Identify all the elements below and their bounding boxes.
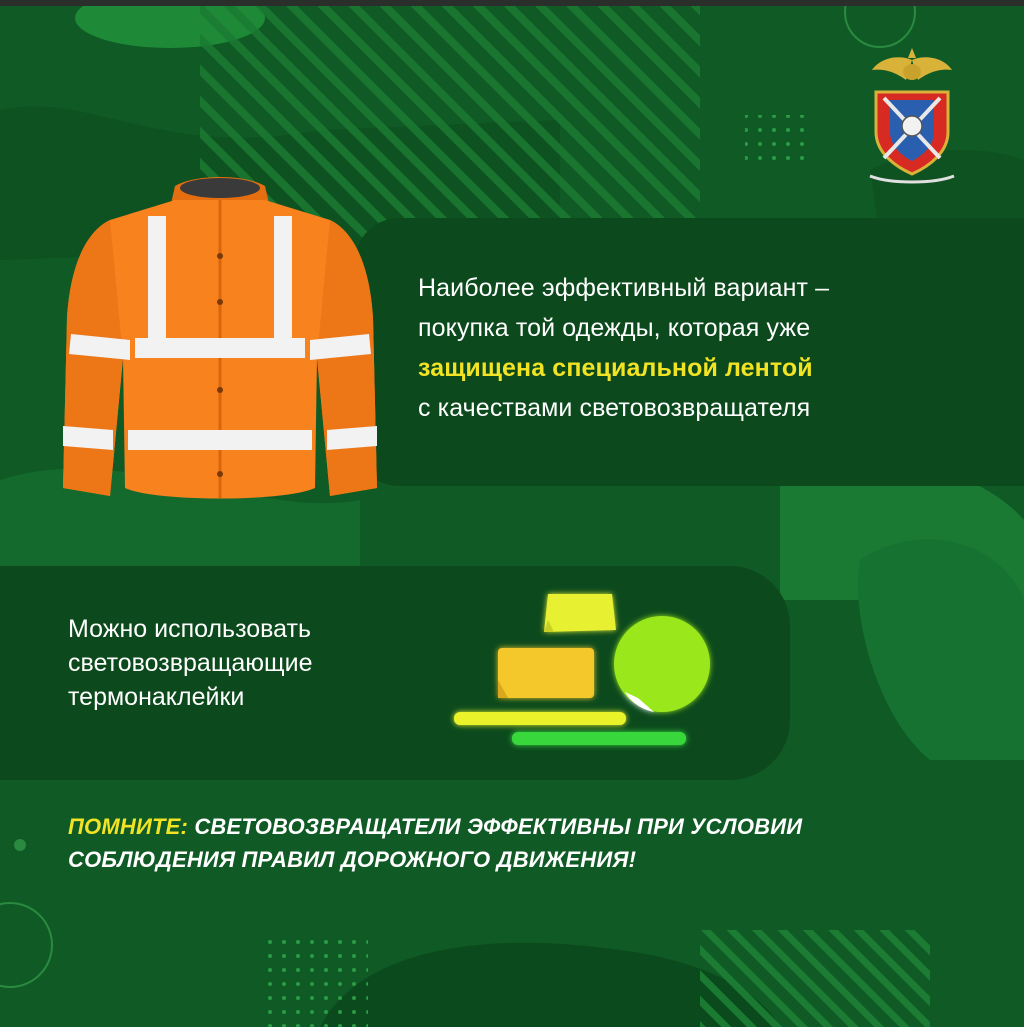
police-emblem-icon — [860, 40, 965, 190]
sticker-text-block — [68, 612, 448, 714]
sticker-line-1: Можно использовать — [68, 615, 311, 643]
info-line-1: Наиболее эффективный вариант – — [418, 274, 830, 302]
reflective-stickers-icon — [440, 580, 730, 755]
reminder-line-2: СОБЛЮДЕНИЯ ПРАВИЛ ДОРОЖНОГО ДВИЖЕНИЯ! — [68, 847, 637, 872]
info-line-2: покупка той одежды, которая уже — [418, 314, 811, 342]
info-highlight: защищена специальной лентой — [418, 354, 813, 382]
sticker-line-2: световозвращающие — [68, 649, 313, 677]
reminder-label: ПОМНИТЕ: — [68, 814, 189, 839]
reminder-line-1 — [68, 810, 988, 843]
info-text-block — [418, 268, 1008, 428]
reminder-block — [68, 810, 988, 876]
info-line-4: с качествами световозвращателя — [418, 394, 811, 422]
top-bar — [0, 0, 1024, 6]
reminder-text-1: СВЕТОВОЗВРАЩАТЕЛИ ЭФФЕКТИВНЫ ПРИ УСЛОВИИ — [194, 814, 803, 839]
reflective-jacket-icon — [55, 168, 385, 508]
sticker-line-3: термонаклейки — [68, 683, 245, 711]
